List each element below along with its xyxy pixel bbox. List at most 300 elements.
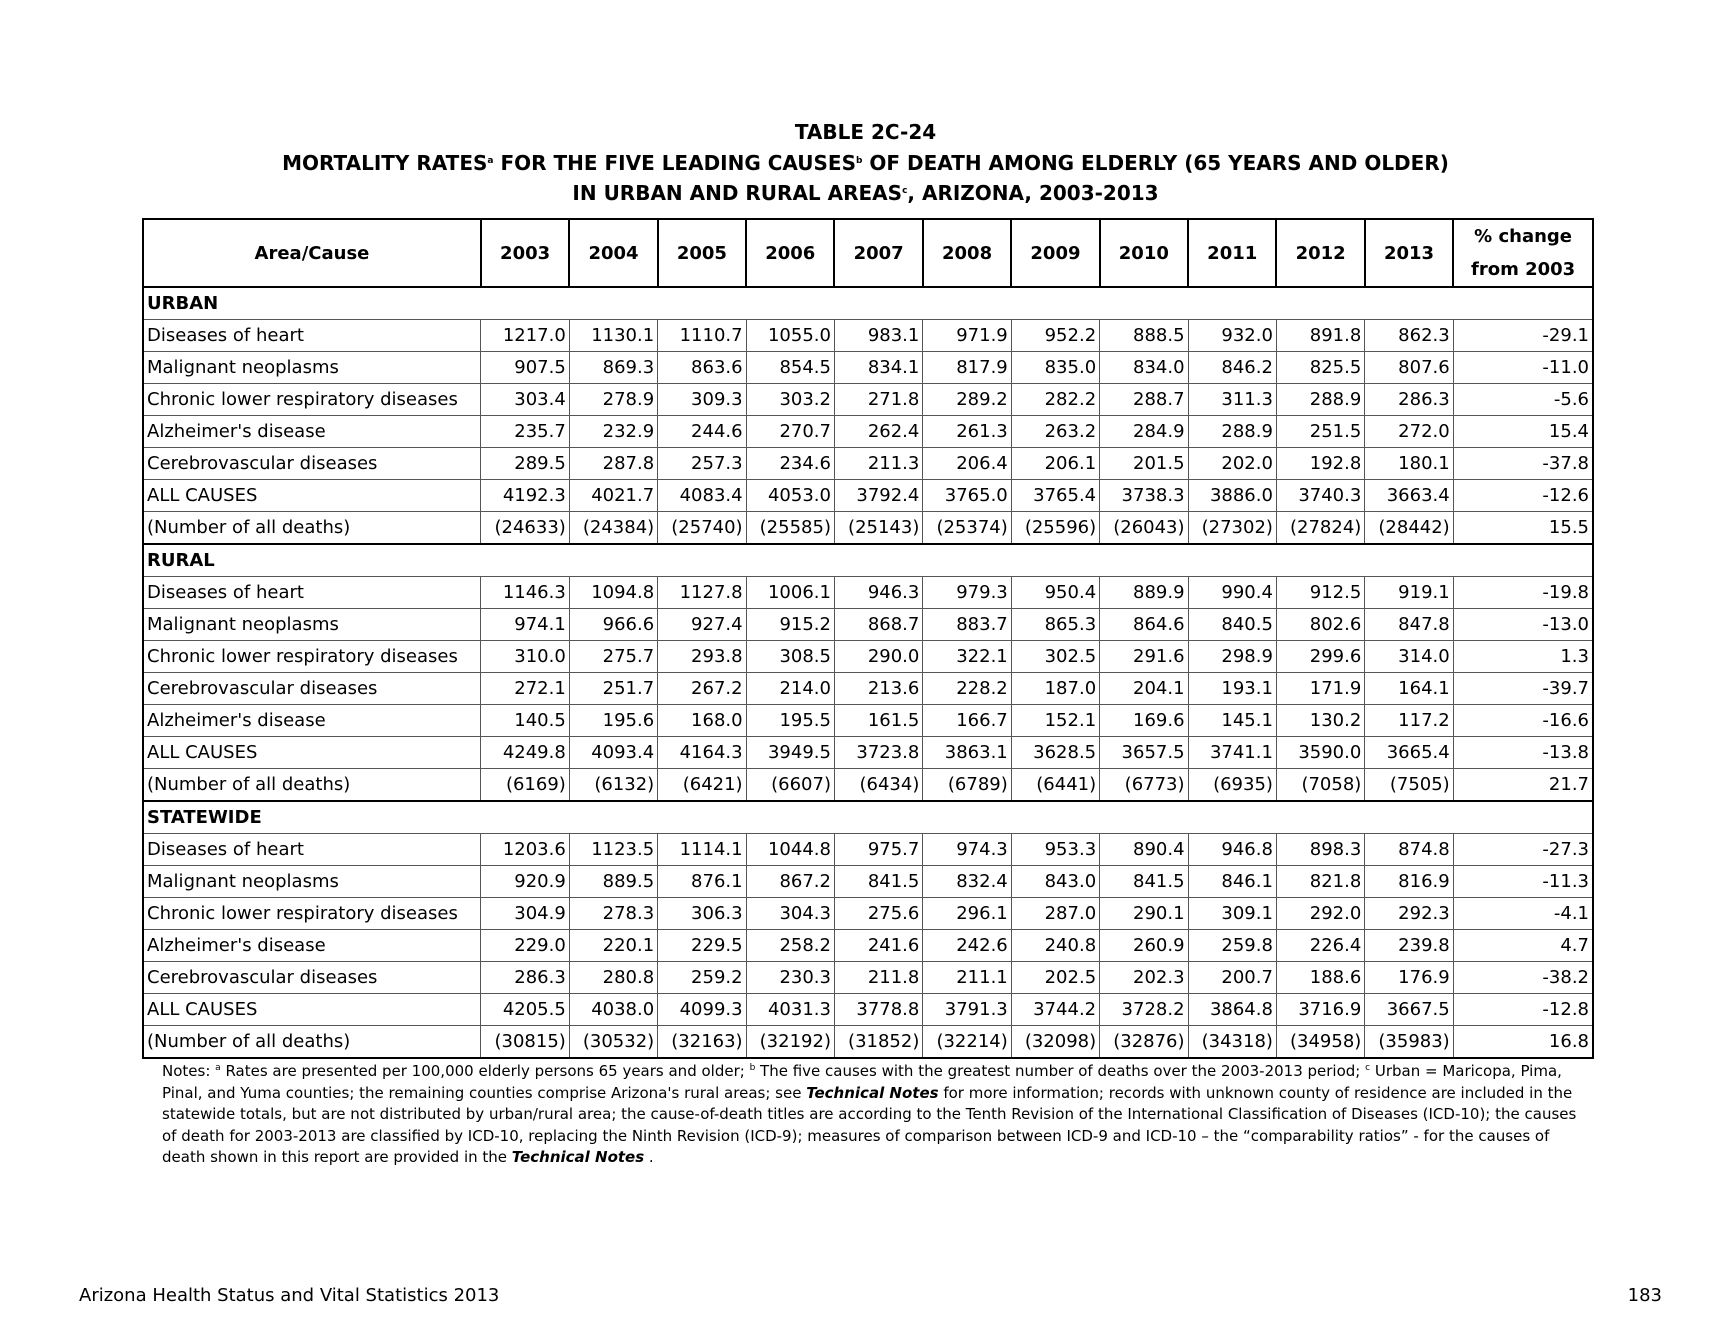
table-title — [0, 118, 1731, 208]
rate-cell: (27302) — [1188, 512, 1276, 545]
header-year: 2007 — [834, 219, 922, 287]
section-heading: URBAN — [143, 287, 1593, 320]
rate-cell: 3778.8 — [834, 994, 922, 1026]
rate-cell: 187.0 — [1011, 673, 1099, 705]
rate-cell: 290.1 — [1100, 898, 1188, 930]
section-row — [143, 287, 1593, 320]
header-row — [143, 219, 1593, 287]
rate-cell: (6421) — [658, 769, 746, 802]
rate-cell: (7505) — [1365, 769, 1453, 802]
cause-label: Cerebrovascular diseases — [143, 962, 481, 994]
rate-cell: 298.9 — [1188, 641, 1276, 673]
footer-publication-title: Arizona Health Status and Vital Statistics 2013 — [79, 1285, 500, 1306]
rate-cell: 214.0 — [746, 673, 834, 705]
rate-cell: 927.4 — [658, 609, 746, 641]
rate-cell: 888.5 — [1100, 320, 1188, 352]
rate-cell: 309.3 — [658, 384, 746, 416]
rate-cell: (32214) — [923, 1026, 1011, 1059]
rate-cell: 971.9 — [923, 320, 1011, 352]
rate-cell: 864.6 — [1100, 609, 1188, 641]
pct-change-cell: -39.7 — [1453, 673, 1593, 705]
rate-cell: 278.3 — [569, 898, 657, 930]
rate-cell: 862.3 — [1365, 320, 1453, 352]
table-row — [143, 480, 1593, 512]
rate-cell: 228.2 — [923, 673, 1011, 705]
rate-cell: 211.1 — [923, 962, 1011, 994]
rate-cell: 176.9 — [1365, 962, 1453, 994]
rate-cell: 1127.8 — [658, 577, 746, 609]
rate-cell: 275.7 — [569, 641, 657, 673]
rate-cell: 267.2 — [658, 673, 746, 705]
rate-cell: 4038.0 — [569, 994, 657, 1026]
rate-cell: 229.0 — [481, 930, 569, 962]
rate-cell: 3728.2 — [1100, 994, 1188, 1026]
cause-label: Alzheimer's disease — [143, 705, 481, 737]
rate-cell: 4031.3 — [746, 994, 834, 1026]
rate-cell: 230.3 — [746, 962, 834, 994]
rate-cell: (6789) — [923, 769, 1011, 802]
rate-cell: 3667.5 — [1365, 994, 1453, 1026]
rate-cell: 310.0 — [481, 641, 569, 673]
pct-change-cell: -4.1 — [1453, 898, 1593, 930]
rate-cell: (28442) — [1365, 512, 1453, 545]
technical-notes-link: Technical Notes — [806, 1083, 939, 1102]
rate-cell: 188.6 — [1276, 962, 1364, 994]
rate-cell: 868.7 — [834, 609, 922, 641]
rate-cell: 117.2 — [1365, 705, 1453, 737]
pct-change-cell: -29.1 — [1453, 320, 1593, 352]
rate-cell: (32192) — [746, 1026, 834, 1059]
rate-cell: 211.8 — [834, 962, 922, 994]
rate-cell: 259.2 — [658, 962, 746, 994]
rate-cell: 292.3 — [1365, 898, 1453, 930]
section-row — [143, 801, 1593, 834]
pct-change-cell: -19.8 — [1453, 577, 1593, 609]
rate-cell: 912.5 — [1276, 577, 1364, 609]
rate-cell: 180.1 — [1365, 448, 1453, 480]
table-body — [143, 287, 1593, 1058]
header-year: 2008 — [923, 219, 1011, 287]
pct-change-cell: -13.8 — [1453, 737, 1593, 769]
rate-cell: 854.5 — [746, 352, 834, 384]
rate-cell: 4083.4 — [658, 480, 746, 512]
rate-cell: 847.8 — [1365, 609, 1453, 641]
rate-cell: (31852) — [834, 1026, 922, 1059]
cause-label: Cerebrovascular diseases — [143, 673, 481, 705]
rate-cell: 915.2 — [746, 609, 834, 641]
pct-change-cell: -11.0 — [1453, 352, 1593, 384]
rate-cell: 169.6 — [1100, 705, 1188, 737]
rate-cell: 891.8 — [1276, 320, 1364, 352]
table-row — [143, 384, 1593, 416]
rate-cell: 152.1 — [1011, 705, 1099, 737]
rate-cell: 311.3 — [1188, 384, 1276, 416]
rate-cell: 211.3 — [834, 448, 922, 480]
rate-cell: 272.1 — [481, 673, 569, 705]
rate-cell: 288.7 — [1100, 384, 1188, 416]
rate-cell: (25740) — [658, 512, 746, 545]
rate-cell: 289.2 — [923, 384, 1011, 416]
rate-cell: 140.5 — [481, 705, 569, 737]
rate-cell: 263.2 — [1011, 416, 1099, 448]
rate-cell: 303.2 — [746, 384, 834, 416]
rate-cell: 322.1 — [923, 641, 1011, 673]
table-row — [143, 577, 1593, 609]
rate-cell: 3723.8 — [834, 737, 922, 769]
rate-cell: 821.8 — [1276, 866, 1364, 898]
rate-cell: 3765.4 — [1011, 480, 1099, 512]
rate-cell: 3744.2 — [1011, 994, 1099, 1026]
rate-cell: 257.3 — [658, 448, 746, 480]
cause-label: Diseases of heart — [143, 320, 481, 352]
pct-change-cell: 15.4 — [1453, 416, 1593, 448]
rate-cell: 286.3 — [1365, 384, 1453, 416]
rate-cell: 3663.4 — [1365, 480, 1453, 512]
table-row — [143, 609, 1593, 641]
cause-label: Alzheimer's disease — [143, 930, 481, 962]
rate-cell: 193.1 — [1188, 673, 1276, 705]
rate-cell: 3765.0 — [923, 480, 1011, 512]
footnote-marker-c: c — [902, 186, 908, 196]
rate-cell: 876.1 — [658, 866, 746, 898]
header-year: 2011 — [1188, 219, 1276, 287]
cause-label: Malignant neoplasms — [143, 352, 481, 384]
technical-notes-link: Technical Notes — [511, 1148, 645, 1166]
rate-cell: 817.9 — [923, 352, 1011, 384]
rate-cell: 272.0 — [1365, 416, 1453, 448]
rate-cell: 990.4 — [1188, 577, 1276, 609]
rate-cell: 975.7 — [834, 834, 922, 866]
rate-cell: 299.6 — [1276, 641, 1364, 673]
rate-cell: 164.1 — [1365, 673, 1453, 705]
cause-label: Chronic lower respiratory diseases — [143, 384, 481, 416]
table-number: TABLE 2C-24 — [794, 120, 937, 144]
rate-cell: (34318) — [1188, 1026, 1276, 1059]
rate-cell: (34958) — [1276, 1026, 1364, 1059]
rate-cell: 202.3 — [1100, 962, 1188, 994]
rate-cell: 201.5 — [1100, 448, 1188, 480]
rate-cell: 226.4 — [1276, 930, 1364, 962]
rate-cell: (6607) — [746, 769, 834, 802]
table-row — [143, 448, 1593, 480]
cause-label: (Number of all deaths) — [143, 769, 481, 802]
rate-cell: 874.8 — [1365, 834, 1453, 866]
rate-cell: 251.7 — [569, 673, 657, 705]
rate-cell: 953.3 — [1011, 834, 1099, 866]
rate-cell: 889.9 — [1100, 577, 1188, 609]
rate-cell: (6441) — [1011, 769, 1099, 802]
cause-label: ALL CAUSES — [143, 737, 481, 769]
rate-cell: 1006.1 — [746, 577, 834, 609]
rate-cell: 974.1 — [481, 609, 569, 641]
rate-cell: 308.5 — [746, 641, 834, 673]
rate-cell: 260.9 — [1100, 930, 1188, 962]
rate-cell: 202.0 — [1188, 448, 1276, 480]
rate-cell: 846.2 — [1188, 352, 1276, 384]
rate-cell: 867.2 — [746, 866, 834, 898]
pct-change-cell: -5.6 — [1453, 384, 1593, 416]
rate-cell: 278.9 — [569, 384, 657, 416]
rate-cell: 195.5 — [746, 705, 834, 737]
rate-cell: 4205.5 — [481, 994, 569, 1026]
rate-cell: 195.6 — [569, 705, 657, 737]
rate-cell: 291.6 — [1100, 641, 1188, 673]
rate-cell: 1055.0 — [746, 320, 834, 352]
table-row — [143, 512, 1593, 545]
rate-cell: (24633) — [481, 512, 569, 545]
section-heading: RURAL — [143, 544, 1593, 577]
header-pct-change: % change from 2003 — [1453, 219, 1593, 287]
rate-cell: 292.0 — [1276, 898, 1364, 930]
pct-change-cell: 15.5 — [1453, 512, 1593, 545]
rate-cell: (30815) — [481, 1026, 569, 1059]
table-row — [143, 834, 1593, 866]
rate-cell: (30532) — [569, 1026, 657, 1059]
rate-cell: 166.7 — [923, 705, 1011, 737]
rate-cell: 302.5 — [1011, 641, 1099, 673]
rate-cell: 919.1 — [1365, 577, 1453, 609]
rate-cell: 251.5 — [1276, 416, 1364, 448]
pct-change-cell: -37.8 — [1453, 448, 1593, 480]
rate-cell: 807.6 — [1365, 352, 1453, 384]
rate-cell: 213.6 — [834, 673, 922, 705]
rate-cell: (6132) — [569, 769, 657, 802]
pct-change-cell: -12.6 — [1453, 480, 1593, 512]
rate-cell: 168.0 — [658, 705, 746, 737]
rate-cell: 275.6 — [834, 898, 922, 930]
rate-cell: 841.5 — [1100, 866, 1188, 898]
rate-cell: 946.8 — [1188, 834, 1276, 866]
rate-cell: 286.3 — [481, 962, 569, 994]
table-row — [143, 866, 1593, 898]
rate-cell: (6935) — [1188, 769, 1276, 802]
rate-cell: 946.3 — [834, 577, 922, 609]
header-year: 2005 — [658, 219, 746, 287]
title-line-3: IN URBAN AND RURAL AREAS$^c$, ARIZONA, 2003-2013 — [572, 181, 1159, 205]
header-area-cause: Area/Cause — [143, 219, 481, 287]
table-row — [143, 962, 1593, 994]
rate-cell: 869.3 — [569, 352, 657, 384]
table-row — [143, 705, 1593, 737]
header-year: 2010 — [1100, 219, 1188, 287]
rate-cell: 3792.4 — [834, 480, 922, 512]
rate-cell: (35983) — [1365, 1026, 1453, 1059]
header-year: 2009 — [1011, 219, 1099, 287]
rate-cell: 966.6 — [569, 609, 657, 641]
rate-cell: 898.3 — [1276, 834, 1364, 866]
rate-cell: 220.1 — [569, 930, 657, 962]
table-row — [143, 994, 1593, 1026]
title-line-2: MORTALITY RATES$^a$ FOR THE FIVE LEADING CAUSES$^b$ OF DEATH AMONG ELDERLY (65 YEARS AND OLDER) — [282, 150, 1449, 175]
rate-cell: 161.5 — [834, 705, 922, 737]
rate-cell: 284.9 — [1100, 416, 1188, 448]
table-row — [143, 930, 1593, 962]
rate-cell: 1203.6 — [481, 834, 569, 866]
cause-label: Diseases of heart — [143, 834, 481, 866]
rate-cell: 309.1 — [1188, 898, 1276, 930]
rate-cell: 282.2 — [1011, 384, 1099, 416]
footnote-marker-b: b — [855, 155, 863, 166]
pct-change-cell: -38.2 — [1453, 962, 1593, 994]
rate-cell: 259.8 — [1188, 930, 1276, 962]
table-row — [143, 352, 1593, 384]
rate-cell: 907.5 — [481, 352, 569, 384]
rate-cell: (25596) — [1011, 512, 1099, 545]
table-row — [143, 898, 1593, 930]
rate-cell: 192.8 — [1276, 448, 1364, 480]
rate-cell: 241.6 — [834, 930, 922, 962]
rate-cell: 952.2 — [1011, 320, 1099, 352]
rate-cell: 3590.0 — [1276, 737, 1364, 769]
pct-change-cell: -12.8 — [1453, 994, 1593, 1026]
rate-cell: 3740.3 — [1276, 480, 1364, 512]
table-row — [143, 737, 1593, 769]
rate-cell: 229.5 — [658, 930, 746, 962]
mortality-table — [142, 218, 1594, 1059]
rate-cell: (27824) — [1276, 512, 1364, 545]
rate-cell: 835.0 — [1011, 352, 1099, 384]
rate-cell: 1094.8 — [569, 577, 657, 609]
rate-cell: 846.1 — [1188, 866, 1276, 898]
rate-cell: 841.5 — [834, 866, 922, 898]
header-year: 2013 — [1365, 219, 1453, 287]
footnote-marker-a: a — [487, 155, 494, 166]
page-number: 183 — [1627, 1285, 1662, 1306]
header-year: 2012 — [1276, 219, 1364, 287]
pct-change-cell: 21.7 — [1453, 769, 1593, 802]
rate-cell: (24384) — [569, 512, 657, 545]
rate-cell: 1110.7 — [658, 320, 746, 352]
pct-change-cell: -13.0 — [1453, 609, 1593, 641]
rate-cell: (32163) — [658, 1026, 746, 1059]
rate-cell: 3863.1 — [923, 737, 1011, 769]
rate-cell: 289.5 — [481, 448, 569, 480]
cause-label: Cerebrovascular diseases — [143, 448, 481, 480]
rate-cell: 258.2 — [746, 930, 834, 962]
rate-cell: 3716.9 — [1276, 994, 1364, 1026]
rate-cell: 863.6 — [658, 352, 746, 384]
header-year: 2004 — [569, 219, 657, 287]
rate-cell: 130.2 — [1276, 705, 1364, 737]
rate-cell: (25585) — [746, 512, 834, 545]
table-row — [143, 416, 1593, 448]
rate-cell: 4021.7 — [569, 480, 657, 512]
rate-cell: 1217.0 — [481, 320, 569, 352]
rate-cell: 4053.0 — [746, 480, 834, 512]
cause-label: Chronic lower respiratory diseases — [143, 898, 481, 930]
rate-cell: 232.9 — [569, 416, 657, 448]
cause-label: Diseases of heart — [143, 577, 481, 609]
pct-change-cell: -27.3 — [1453, 834, 1593, 866]
rate-cell: 200.7 — [1188, 962, 1276, 994]
table-row — [143, 320, 1593, 352]
rate-cell: 304.3 — [746, 898, 834, 930]
rate-cell: 4093.4 — [569, 737, 657, 769]
cause-label: ALL CAUSES — [143, 480, 481, 512]
rate-cell: 239.8 — [1365, 930, 1453, 962]
rate-cell: 1114.1 — [658, 834, 746, 866]
rate-cell: 3886.0 — [1188, 480, 1276, 512]
rate-cell: 843.0 — [1011, 866, 1099, 898]
rate-cell: 280.8 — [569, 962, 657, 994]
section-heading: STATEWIDE — [143, 801, 1593, 834]
rate-cell: 802.6 — [1276, 609, 1364, 641]
rate-cell: 3741.1 — [1188, 737, 1276, 769]
header-year: 2006 — [746, 219, 834, 287]
rate-cell: 303.4 — [481, 384, 569, 416]
rate-cell: 296.1 — [923, 898, 1011, 930]
pct-change-cell: -11.3 — [1453, 866, 1593, 898]
rate-cell: 235.7 — [481, 416, 569, 448]
cause-label: ALL CAUSES — [143, 994, 481, 1026]
cause-label: Alzheimer's disease — [143, 416, 481, 448]
rate-cell: 889.5 — [569, 866, 657, 898]
pct-change-cell: 16.8 — [1453, 1026, 1593, 1059]
rate-cell: 950.4 — [1011, 577, 1099, 609]
rate-cell: 287.0 — [1011, 898, 1099, 930]
rate-cell: 288.9 — [1276, 384, 1364, 416]
rate-cell: 262.4 — [834, 416, 922, 448]
table-row — [143, 673, 1593, 705]
rate-cell: 290.0 — [834, 641, 922, 673]
rate-cell: (6773) — [1100, 769, 1188, 802]
rate-cell: (6434) — [834, 769, 922, 802]
cause-label: Chronic lower respiratory diseases — [143, 641, 481, 673]
rate-cell: 840.5 — [1188, 609, 1276, 641]
rate-cell: 3864.8 — [1188, 994, 1276, 1026]
rate-cell: 832.4 — [923, 866, 1011, 898]
rate-cell: 3657.5 — [1100, 737, 1188, 769]
rate-cell: 932.0 — [1188, 320, 1276, 352]
section-row — [143, 544, 1593, 577]
cause-label: Malignant neoplasms — [143, 866, 481, 898]
rate-cell: 304.9 — [481, 898, 569, 930]
rate-cell: 1130.1 — [569, 320, 657, 352]
rate-cell: 974.3 — [923, 834, 1011, 866]
rate-cell: 883.7 — [923, 609, 1011, 641]
rate-cell: (25374) — [923, 512, 1011, 545]
rate-cell: 271.8 — [834, 384, 922, 416]
table-notes: Notes: $^a$ Rates are presented per 100,000 elderly persons 65 years and older; $^b$ The five causes with the greatest number of deaths over the 2003-2013 period; $^c$ Urban = Maricopa, Pima, Pinal, and Yuma counties; the remaining counties comprise Arizona's rural areas; see Technical Notes for more information; records with unknown county of residence are included in the statewide totals, but are not distributed by urban/rural area; the cause-of-death titles are according to the Tenth Revision of the International Classification of Diseases (ICD-10); the causes of death for 2003-2013 are classified by ICD-10, replacing the Ninth Revision (ICD-9); measures of comparison between ICD-9 and ICD-10 – the “comparability ratios” - for the causes of death shown in this report are provided in the Technical Notes . — [162, 1062, 1577, 1166]
rate-cell: 1146.3 — [481, 577, 569, 609]
rate-cell: 834.1 — [834, 352, 922, 384]
rate-cell: 983.1 — [834, 320, 922, 352]
rate-cell: 234.6 — [746, 448, 834, 480]
rate-cell: 4249.8 — [481, 737, 569, 769]
rate-cell: 979.3 — [923, 577, 1011, 609]
rate-cell: 202.5 — [1011, 962, 1099, 994]
cause-label: (Number of all deaths) — [143, 512, 481, 545]
table-row — [143, 1026, 1593, 1059]
rate-cell: 288.9 — [1188, 416, 1276, 448]
rate-cell: 314.0 — [1365, 641, 1453, 673]
rate-cell: 287.8 — [569, 448, 657, 480]
rate-cell: 145.1 — [1188, 705, 1276, 737]
rate-cell: 206.4 — [923, 448, 1011, 480]
rate-cell: 3949.5 — [746, 737, 834, 769]
rate-cell: 4164.3 — [658, 737, 746, 769]
rate-cell: 865.3 — [1011, 609, 1099, 641]
rate-cell: 1123.5 — [569, 834, 657, 866]
rate-cell: 3791.3 — [923, 994, 1011, 1026]
rate-cell: 270.7 — [746, 416, 834, 448]
rate-cell: 4192.3 — [481, 480, 569, 512]
rate-cell: 261.3 — [923, 416, 1011, 448]
rate-cell: 825.5 — [1276, 352, 1364, 384]
table-row — [143, 641, 1593, 673]
cause-label: Malignant neoplasms — [143, 609, 481, 641]
header-year: 2003 — [481, 219, 569, 287]
